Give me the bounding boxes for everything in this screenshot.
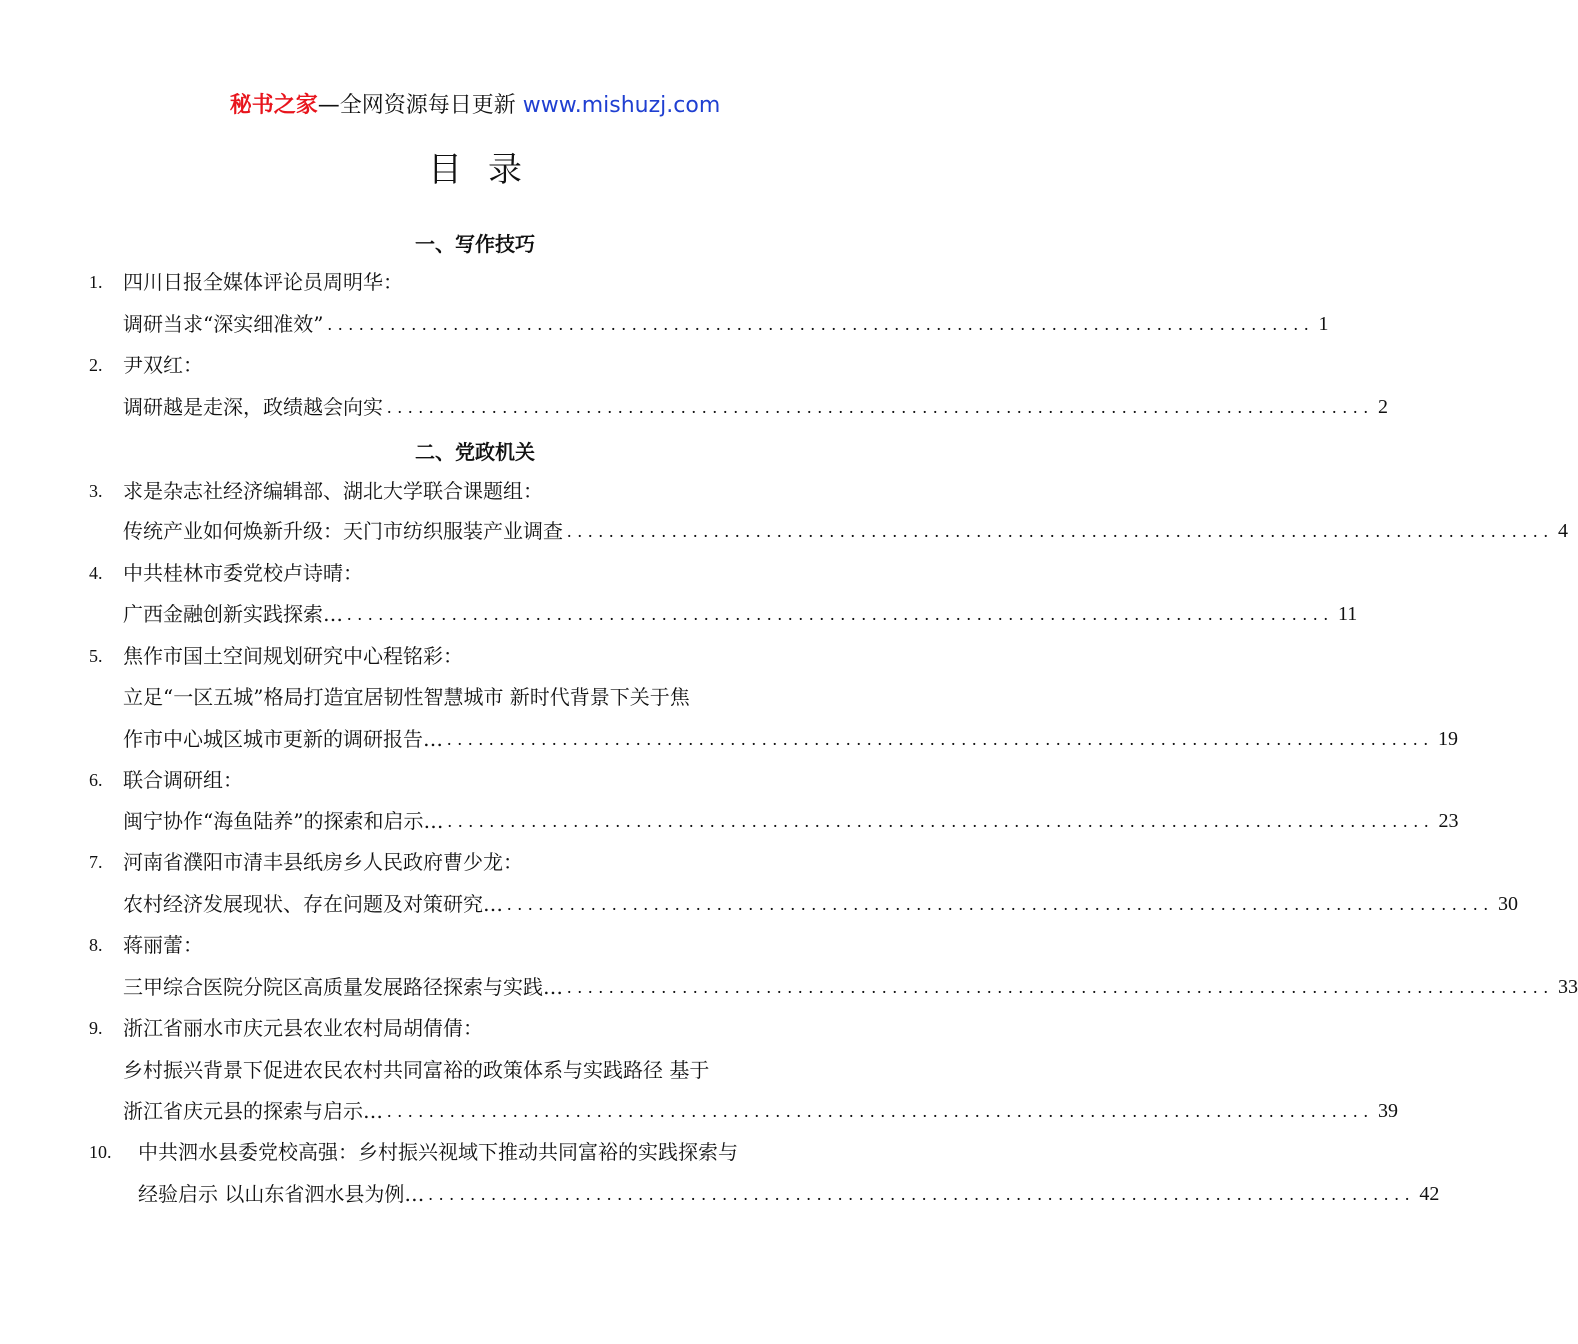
- section-heading-writing: 一、写作技巧: [415, 232, 535, 256]
- banner-slogan: —全网资源每日更新: [317, 93, 523, 118]
- entry-page-number: 19: [1438, 728, 1458, 750]
- entry-number: 9.: [89, 1018, 103, 1038]
- entry-title: 闽宁协作“海鱼陆养”的探索和启示…: [123, 809, 444, 833]
- entry-author: 中共泗水县委党校高强：乡村振兴视域下推动共同富裕的实践探索与: [138, 1140, 738, 1164]
- entry-number: 8.: [89, 935, 103, 955]
- entry-title: 立足“一区五城”格局打造宜居韧性智慧城市 新时代背景下关于焦: [123, 685, 690, 709]
- banner-url[interactable]: www.mishuzj.com: [522, 93, 721, 118]
- entry-number: 10.: [89, 1142, 112, 1162]
- entry-author: 尹双红：: [123, 353, 203, 377]
- dot-leader: ..............................................................................................: [387, 397, 1374, 417]
- entry-number: 3.: [89, 481, 103, 501]
- entry-page-number: 11: [1338, 603, 1358, 625]
- entry-author: 焦作市国土空间规划研究中心程铭彩：: [123, 644, 463, 668]
- entry-author: 联合调研组：: [123, 768, 243, 792]
- entry-author: 求是杂志社经济编辑部、湖北大学联合课题组：: [123, 479, 543, 503]
- entry-title: 三甲综合医院分院区高质量发展路径探索与实践…: [123, 975, 563, 999]
- entry-page-number: 33: [1558, 976, 1578, 998]
- entry-number: 2.: [89, 355, 103, 375]
- dot-leader: ..............................................................................................: [347, 604, 1334, 624]
- entry-page-number: 1: [1318, 313, 1329, 335]
- site-banner: [0, 88, 950, 119]
- toc-entry-link[interactable]: [123, 891, 1518, 917]
- toc-entry-link[interactable]: [123, 601, 1358, 627]
- dot-leader: ..............................................................................................: [327, 314, 1315, 334]
- dot-leader: ..............................................................................................: [447, 729, 1434, 749]
- entry-title: 调研越是走深，政绩越会向实: [123, 395, 383, 419]
- dot-leader: ..............................................................................................: [567, 977, 1554, 997]
- toc-entry-link[interactable]: [138, 1181, 1440, 1207]
- entry-title: 农村经济发展现状、存在问题及对策研究…: [123, 892, 503, 916]
- toc-entry-link[interactable]: [123, 518, 1568, 544]
- entry-number: 6.: [89, 770, 103, 790]
- entry-author: 蒋丽蕾：: [123, 933, 203, 957]
- entry-page-number: 4: [1558, 520, 1568, 542]
- entry-page-number: 23: [1438, 810, 1459, 832]
- entry-author: 中共桂林市委党校卢诗晴：: [123, 561, 363, 585]
- entry-title: 广西金融创新实践探索…: [123, 602, 343, 626]
- toc-entry-link[interactable]: [123, 808, 1459, 834]
- entry-title: 经验启示 以山东省泗水县为例…: [138, 1182, 425, 1206]
- section-heading-party-government: 二、党政机关: [415, 440, 535, 464]
- entry-title-continued: 浙江省庆元县的探索与启示…: [123, 1099, 383, 1123]
- dot-leader: ..............................................................................................: [567, 521, 1554, 541]
- entry-title: 调研当求“深实细准效”: [123, 312, 324, 336]
- dot-leader: ..............................................................................................: [387, 1101, 1374, 1121]
- dot-leader: ..............................................................................................: [507, 894, 1494, 914]
- dot-leader: ..............................................................................................: [447, 811, 1435, 831]
- entry-number: 5.: [89, 646, 103, 666]
- toc-entry-link[interactable]: [123, 1098, 1398, 1124]
- entry-title-continued: 作市中心城区城市更新的调研报告…: [123, 727, 443, 751]
- entry-page-number: 2: [1378, 396, 1388, 418]
- entry-author: 河南省濮阳市清丰县纸房乡人民政府曹少龙：: [123, 850, 523, 874]
- entry-page-number: 39: [1378, 1100, 1398, 1122]
- toc-entry-link[interactable]: [123, 311, 1329, 337]
- page-title: 目录: [428, 150, 548, 190]
- entry-page-number: 42: [1419, 1183, 1440, 1205]
- entry-number: 4.: [89, 563, 103, 583]
- toc-entry-link[interactable]: [123, 974, 1578, 1000]
- entry-author: 四川日报全媒体评论员周明华：: [123, 270, 403, 294]
- entry-author: 浙江省丽水市庆元县农业农村局胡倩倩：: [123, 1016, 483, 1040]
- entry-title: 传统产业如何焕新升级：天门市纺织服装产业调查: [123, 519, 563, 543]
- dot-leader: ..............................................................................................: [428, 1184, 1416, 1204]
- toc-entry-link[interactable]: [123, 726, 1458, 752]
- banner-brand: 秘书之家: [229, 93, 318, 118]
- entry-page-number: 30: [1498, 893, 1518, 915]
- entry-number: 7.: [89, 852, 103, 872]
- toc-entry-link[interactable]: [123, 394, 1388, 420]
- entry-number: 1.: [89, 272, 103, 292]
- entry-title: 乡村振兴背景下促进农民农村共同富裕的政策体系与实践路径 基于: [123, 1058, 710, 1082]
